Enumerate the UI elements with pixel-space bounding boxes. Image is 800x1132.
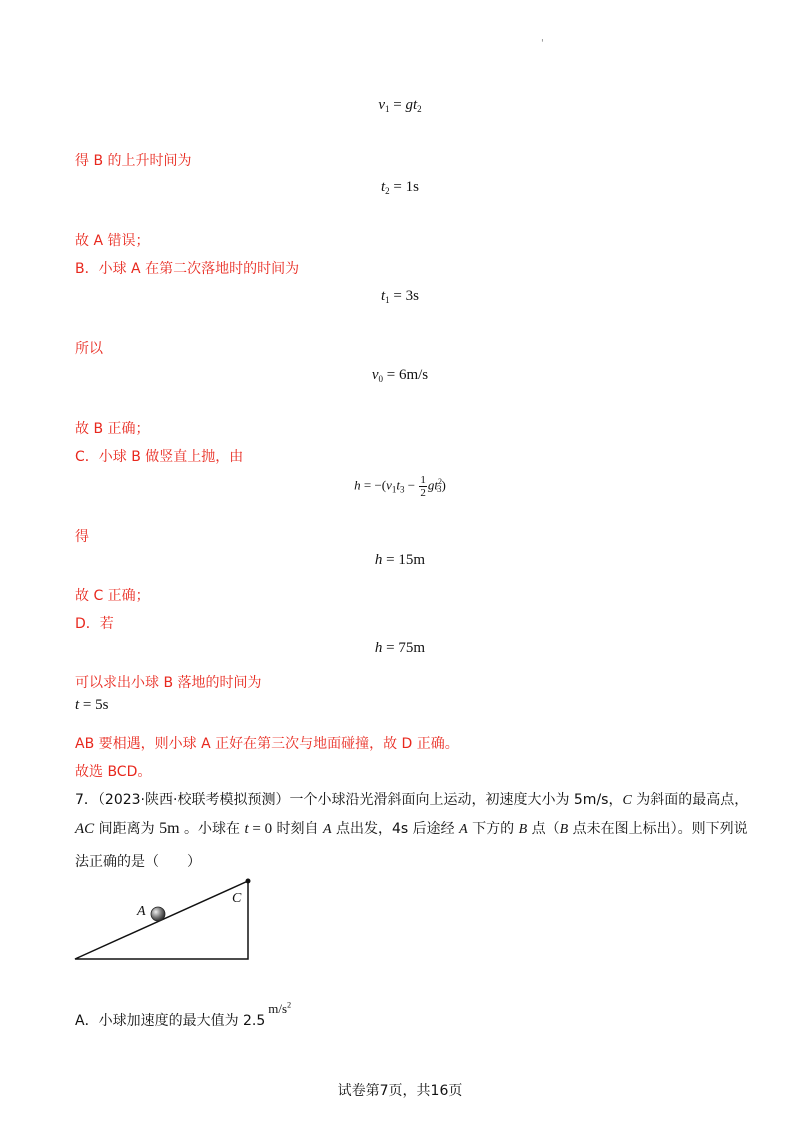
text-answer: 故选 BCD。 (75, 764, 152, 780)
text-get: 得 (75, 529, 89, 545)
text-meet: AB 要相遇，则小球 A 正好在第三次与地面碰撞，故 D 正确。 (75, 736, 459, 752)
equation-h-motion: $h = -(v_1t_3$ − $\frac{1}{2}$ $gt^2_3$) (354, 474, 446, 499)
text-option-b: B．小球 A 在第二次落地时的时间为 (75, 261, 300, 277)
page-footer: 试卷第7页，共16页 (337, 1083, 463, 1099)
equation-v1-gt2: $v_1 = gt_2$ (378, 97, 422, 114)
text-option-c: C．小球 B 做竖直上抛，由 (75, 449, 244, 465)
text-option-d: D．若 (75, 616, 114, 632)
equation-h-75m: h = 75m (374, 640, 426, 656)
acceleration-unit: $m/s^2$ (268, 1000, 292, 1016)
equation-t2: $t_2 = 1s$ (381, 179, 419, 196)
ball-icon (151, 907, 165, 921)
equation-v0: $v_0 = 6m/s$ (371, 367, 429, 384)
equation-t1: $t_1 = 3s$ (381, 288, 419, 305)
option-a: A．小球加速度的最大值为 $2.5m/s^2$ (75, 1000, 292, 1029)
label-a: A (137, 904, 146, 919)
top-point-c (246, 879, 251, 884)
incline-diagram (60, 870, 270, 970)
question-7-line1: 7．（2023·陕西·校联考模拟预测）一个小球沿光滑斜面向上运动，初速度大小为 5m/s，C 为斜面的最高点， (75, 792, 749, 808)
header-mark: ' (541, 38, 544, 49)
text-so: 所以 (75, 341, 103, 357)
text-a-wrong: 故 A 错误； (75, 233, 150, 249)
question-7-line2: AC 间距离为 5m 。小球在 t = 0 时刻自 A 点出发，4s 后途经 A 下方的 B 点（B 点未在图上标出）。则下列说 (75, 820, 748, 837)
label-c: C (232, 891, 242, 906)
equation-h-15m: h = 15m (374, 552, 426, 568)
text-c-correct: 故 C 正确； (75, 588, 150, 604)
equation-t-5s: t = 5s (75, 697, 109, 713)
question-7-line3: 法正确的是（ ） (75, 854, 201, 870)
text-landing-time: 可以求出小球 B 落地的时间为 (75, 675, 262, 691)
fraction-half: $\frac{1}{2}$ (420, 474, 426, 499)
text-b-correct: 故 B 正确； (75, 421, 150, 437)
text-rise-time: 得 B 的上升时间为 (75, 153, 192, 169)
